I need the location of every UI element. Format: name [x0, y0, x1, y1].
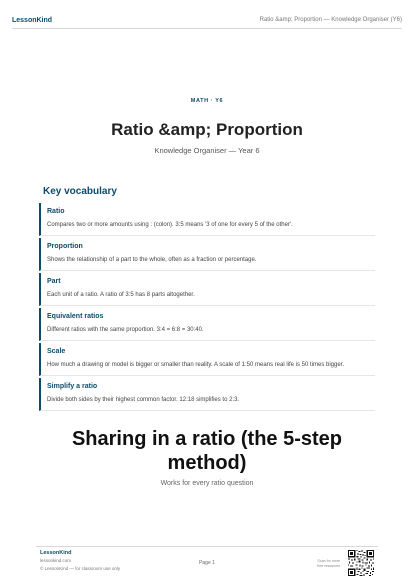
header-title: Ratio &amp; Proportion — Knowledge Organiser (Y6) [259, 17, 402, 23]
footer-divider [36, 546, 378, 547]
footer-url[interactable]: lessonkind.com [40, 558, 72, 563]
header-brand[interactable]: LessonKind [12, 17, 53, 24]
vocab-item-part [39, 273, 375, 306]
vocab-definition: Each unit of a ratio. A ratio of 3:5 has 8 parts altogether. [47, 292, 195, 298]
vocab-definition: Divide both sides by their highest common factor. 12:18 simplifies to 2:3. [47, 397, 240, 403]
page-subtitle: Knowledge Organiser — Year 6 [154, 146, 260, 155]
vocab-definition: Shows the relationship of a part to the whole, often as a fraction or percentage. [47, 257, 257, 263]
section-title: Sharing in a ratio (the 5-step method) [71, 428, 343, 474]
qr-code-icon[interactable] [348, 550, 374, 576]
vocab-term: Equivalent ratios [47, 313, 104, 320]
vocab-term: Ratio [47, 208, 65, 215]
section-subtitle: Works for every ratio question [160, 480, 254, 487]
vocab-item-scale [39, 343, 375, 376]
vocab-term: Part [47, 278, 61, 285]
vocab-heading: Key vocabulary [43, 186, 117, 197]
vocab-term: Simplify a ratio [47, 383, 98, 390]
page-header [0, 0, 414, 30]
page-number: Page 1 [199, 560, 215, 566]
header-divider [12, 28, 402, 29]
vocab-definition: How much a drawing or model is bigger or smaller than reality. A scale of 1:50 means real life is 50 times bigger. [47, 362, 345, 368]
vocab-item-proportion [39, 238, 375, 271]
vocab-term: Scale [47, 348, 66, 355]
page-title: Ratio &amp; Proportion [111, 120, 303, 139]
vocab-definition: Compares two or more amounts using : (colon). 3:5 means '3 of one for every 5 of the other'. [47, 222, 293, 228]
qr-caption: Scan for more free resources [317, 559, 340, 568]
vocab-definition: Different ratios with the same proportion. 3:4 = 6:8 = 30:40. [47, 327, 204, 333]
footer-brand: LessonKind [40, 550, 72, 556]
vocab-item-ratio [39, 203, 375, 236]
vocab-item-equivalent-ratios [39, 308, 375, 341]
footer-copyright: © LessonKind — for classroom use only [40, 566, 121, 571]
vocab-item-simplify [39, 378, 375, 411]
vocab-list [39, 203, 375, 411]
subject-eyebrow: MATH · Y6 [190, 98, 224, 104]
vocab-term: Proportion [47, 243, 83, 250]
